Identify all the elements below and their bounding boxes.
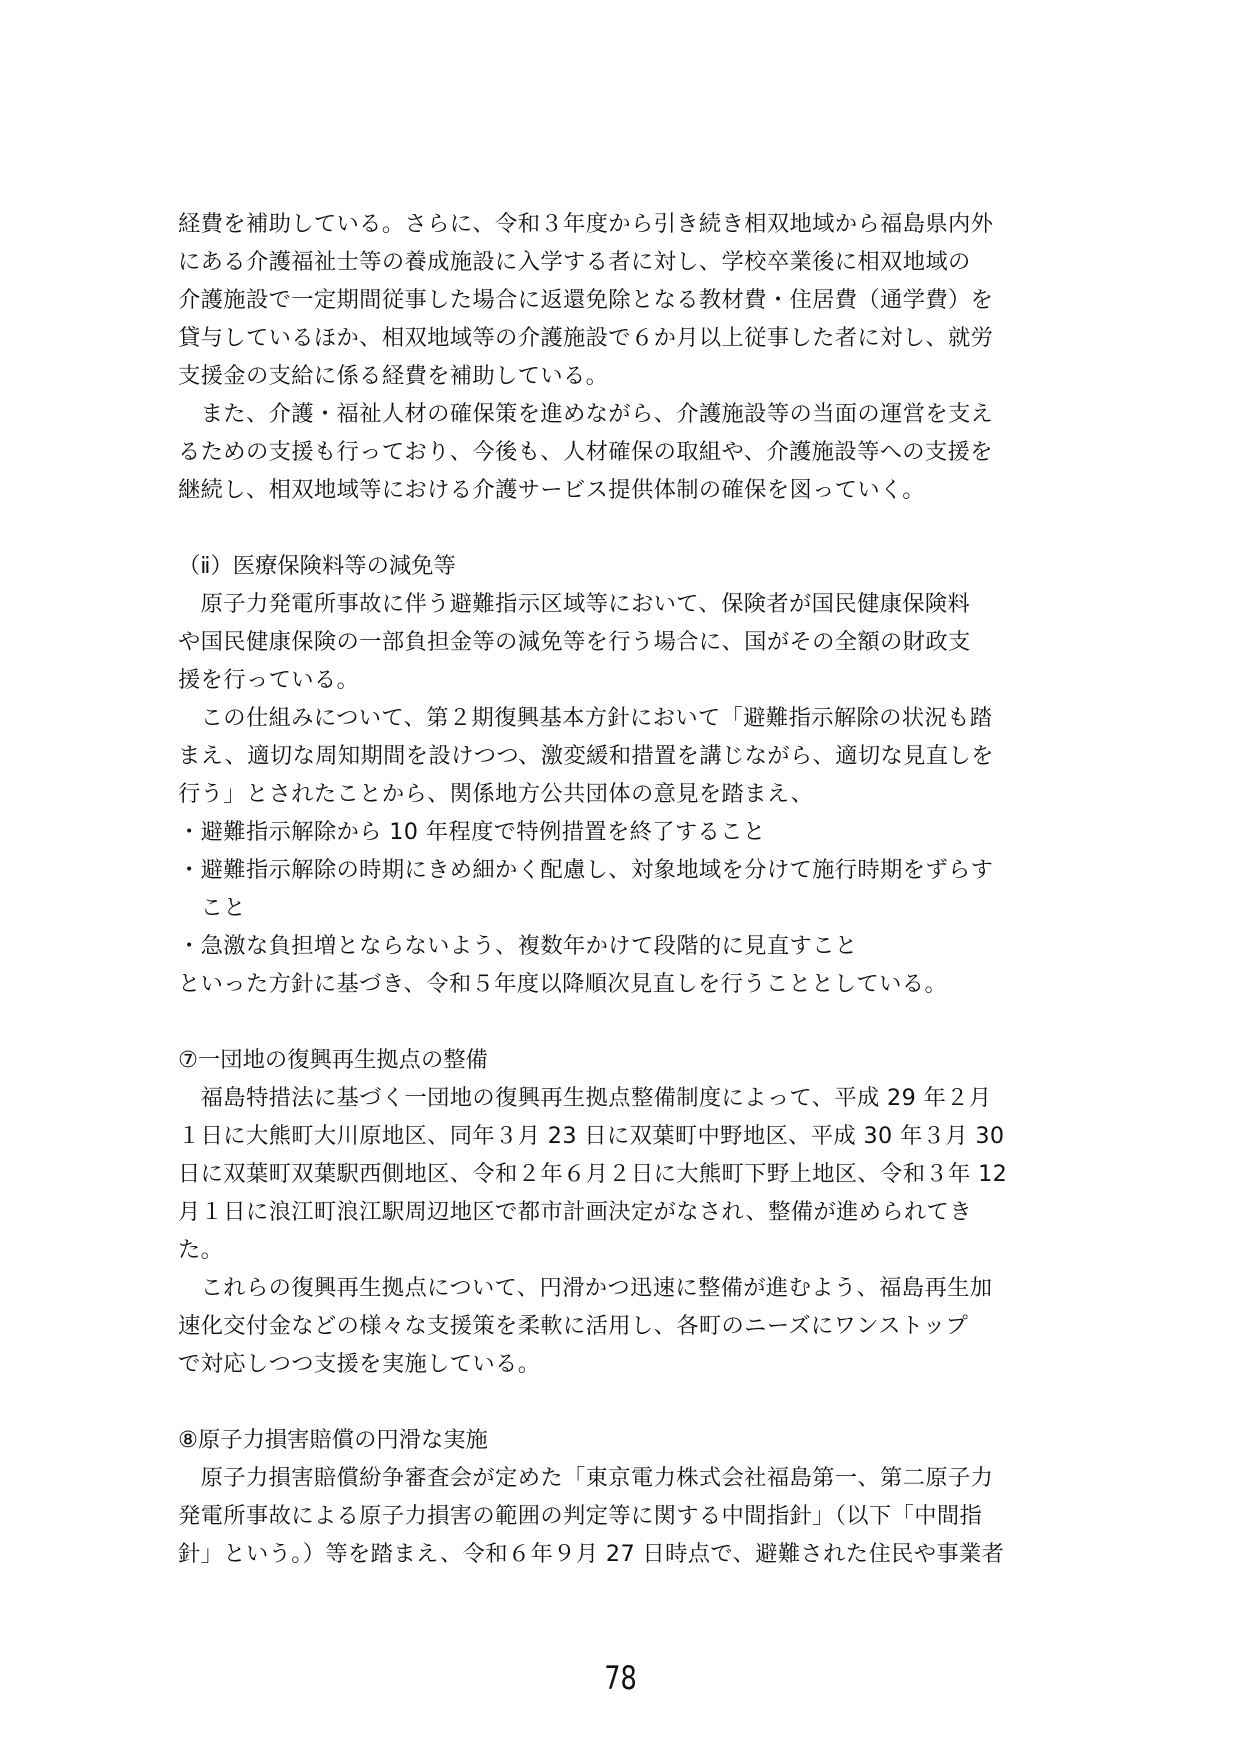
intro-paragraph-1: [178, 205, 1068, 395]
spacer: [178, 1003, 1068, 1041]
bases-paragraph-1: [178, 1079, 1068, 1269]
medical-paragraph-1: [178, 585, 1068, 699]
text-line: 月１日に浪江町浪江駅周辺地区で都市計画決定がなされ、整備が進められてき: [178, 1199, 972, 1225]
medical-bullet-list: [178, 813, 1068, 965]
section-heading-bases: ⑦一団地の復興再生拠点の整備: [178, 1047, 488, 1073]
text-line: 介護施設で一定期間従事した場合に返還免除となる教材費・住居費（通学費）を: [178, 287, 994, 313]
text-line: この仕組みについて、第２期復興基本方針において「避難指示解除の状況も踏: [178, 705, 993, 731]
text-line: 援を行っている。: [178, 667, 360, 693]
bullet-item: こと: [178, 895, 246, 921]
text-line: 発電所事故による原子力損害の範囲の判定等に関する中間指針」（以下「中間指: [178, 1503, 983, 1529]
text-line: や国民健康保険の一部負担金等の減免等を行う場合に、国がその全額の財政支: [178, 629, 971, 655]
medical-closing: といった方針に基づき、令和５年度以降順次見直しを行うこととしている。: [178, 971, 948, 997]
text-line: まえ、適切な周知期間を設けつつ、激変緩和措置を講じながら、適切な見直しを: [178, 743, 994, 769]
text-line: で対応しつつ支援を実施している。: [178, 1351, 541, 1377]
text-line: 継続し、相双地域等における介護サービス提供体制の確保を図っていく。: [178, 477, 925, 503]
text-line: 行う」とされたことから、関係地方公共団体の意見を踏まえ、: [178, 781, 814, 807]
compensation-paragraph-1: [178, 1459, 1068, 1573]
section-heading-medical: （ⅱ）医療保険料等の減免等: [178, 553, 456, 579]
medical-paragraph-2: [178, 699, 1068, 813]
text-line: た。: [178, 1237, 224, 1263]
bases-paragraph-2: [178, 1269, 1068, 1383]
text-line: 原子力損害賠償紛争審査会が定めた「東京電力株式会社福島第一、第二原子力: [178, 1465, 994, 1491]
text-line: 支援金の支給に係る経費を補助している。: [178, 363, 609, 389]
spacer: [178, 509, 1068, 547]
text-line: 速化交付金などの様々な支援策を柔軟に活用し、各町のニーズにワンストップ: [178, 1313, 969, 1339]
text-line: 原子力発電所事故に伴う避難指示区域等において、保険者が国民健康保険料: [178, 591, 971, 617]
text-line: 貸与しているほか、相双地域等の介護施設で６か月以上従事した者に対し、就労: [178, 325, 994, 351]
page-body: [178, 205, 1068, 1573]
bullet-item: ・避難指示解除の時期にきめ細かく配慮し、対象地域を分けて施行時期をずらす: [178, 857, 994, 883]
text-line: 福島特措法に基づく一団地の復興再生拠点整備制度によって、平成 29 年２月: [178, 1085, 992, 1111]
page-number: 78: [604, 1659, 637, 1697]
text-line: るための支援も行っており、今後も、人材確保の取組や、介護施設等への支援を: [178, 439, 993, 465]
text-line: 日に双葉町双葉駅西側地区、令和２年６月２日に大熊町下野上地区、令和３年 12: [178, 1161, 1008, 1187]
text-line: また、介護・福祉人材の確保策を進めながら、介護施設等の当面の運営を支え: [178, 401, 994, 427]
bullet-item: ・急激な負担増とならないよう、複数年かけて段階的に見直すこと: [178, 933, 858, 959]
text-line: 経費を補助している。さらに、令和３年度から引き続き相双地域から福島県内外: [178, 211, 994, 237]
text-line: 針」という。）等を踏まえ、令和６年９月 27 日時点で、避難された住民や事業者: [178, 1541, 1005, 1567]
section-heading-compensation: ⑧原子力損害賠償の円滑な実施: [178, 1427, 488, 1453]
intro-paragraph-2: [178, 395, 1068, 509]
bullet-item: ・避難指示解除から 10 年程度で特例措置を終了すること: [178, 819, 766, 845]
text-line: １日に大熊町大川原地区、同年３月 23 日に双葉町中野地区、平成 30 年３月 30: [178, 1123, 1005, 1149]
spacer: [178, 1383, 1068, 1421]
text-line: にある介護福祉士等の養成施設に入学する者に対し、学校卒業後に相双地域の: [178, 249, 971, 275]
text-line: これらの復興再生拠点について、円滑かつ迅速に整備が進むよう、福島再生加: [178, 1275, 993, 1301]
